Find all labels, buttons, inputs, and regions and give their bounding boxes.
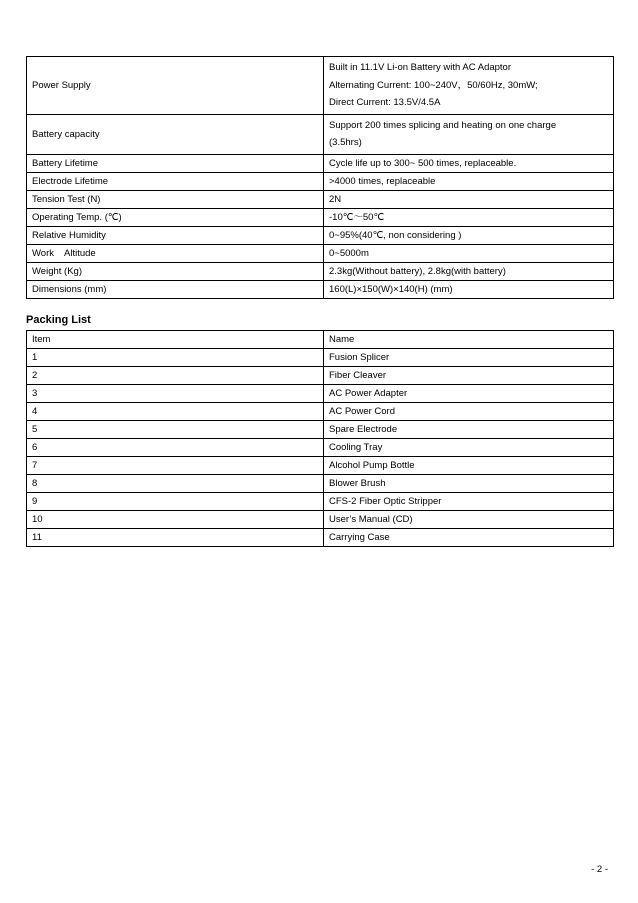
item-number: 5 <box>27 421 324 439</box>
table-row <box>27 154 614 172</box>
spec-label: Operating Temp. (℃) <box>27 208 324 226</box>
page-number: - 2 - <box>591 864 608 875</box>
table-row <box>27 244 614 262</box>
spec-value-line: Built in 11.1V Li-on Battery with AC Adaptor <box>329 62 512 73</box>
spec-value: Cycle life up to 300~ 500 times, replaceable. <box>324 154 614 172</box>
spec-value-line: Support 200 times splicing and heating on one charge <box>329 119 557 131</box>
table-row <box>27 262 614 280</box>
spec-value <box>324 57 614 115</box>
packing-list-title: Packing List <box>26 314 91 326</box>
spec-label: Battery capacity <box>27 114 324 154</box>
table-row <box>27 421 614 439</box>
spec-label: Weight (Kg) <box>27 262 324 280</box>
table-row <box>27 280 614 298</box>
spec-value: -10℃～50℃ <box>324 208 614 226</box>
item-number: 7 <box>27 457 324 475</box>
table-row <box>27 475 614 493</box>
spec-value: 0~95%(40℃, non considering ) <box>324 226 614 244</box>
item-name: User’s Manual (CD) <box>324 511 614 529</box>
specifications-table <box>26 56 614 299</box>
item-number: 6 <box>27 439 324 457</box>
spec-value-line: Alternating Current: 100~240V，50/60Hz, 30mW; <box>329 79 538 91</box>
item-name: Cooling Tray <box>324 439 614 457</box>
item-number: 11 <box>27 529 324 547</box>
packing-list-table <box>26 330 614 547</box>
item-number: 2 <box>27 367 324 385</box>
item-name: Fusion Splicer <box>324 349 614 367</box>
spec-label: Power Supply <box>27 57 324 115</box>
spec-label: Battery Lifetime <box>27 154 324 172</box>
table-row <box>27 208 614 226</box>
table-row <box>27 226 614 244</box>
column-header-item: Item <box>27 331 324 349</box>
item-number: 10 <box>27 511 324 529</box>
item-name: Alcohol Pump Bottle <box>324 457 614 475</box>
spec-label: Work Altitude <box>27 244 324 262</box>
table-row <box>27 493 614 511</box>
spec-label: Electrode Lifetime <box>27 172 324 190</box>
item-name: Spare Electrode <box>324 421 614 439</box>
column-header-name: Name <box>324 331 614 349</box>
item-number: 8 <box>27 475 324 493</box>
spec-value: 160(L)×150(W)×140(H) (mm) <box>324 280 614 298</box>
spec-value: >4000 times, replaceable <box>324 172 614 190</box>
spec-value: 2N <box>324 190 614 208</box>
spec-value: 0~5000m <box>324 244 614 262</box>
table-row <box>27 190 614 208</box>
spec-value-line: (3.5hrs) <box>329 137 362 148</box>
table-row <box>27 57 614 115</box>
item-name: Carrying Case <box>324 529 614 547</box>
spec-label: Tension Test (N) <box>27 190 324 208</box>
table-row <box>27 457 614 475</box>
spec-label: Relative Humidity <box>27 226 324 244</box>
item-number: 4 <box>27 403 324 421</box>
item-number: 1 <box>27 349 324 367</box>
table-row <box>27 114 614 154</box>
item-name: Blower Brush <box>324 475 614 493</box>
table-row <box>27 385 614 403</box>
spec-value <box>324 114 614 154</box>
table-row <box>27 403 614 421</box>
item-name: AC Power Cord <box>324 403 614 421</box>
item-number: 9 <box>27 493 324 511</box>
table-row <box>27 529 614 547</box>
table-row <box>27 367 614 385</box>
table-row <box>27 511 614 529</box>
item-number: 3 <box>27 385 324 403</box>
table-header-row <box>27 331 614 349</box>
item-name: CFS-2 Fiber Optic Stripper <box>324 493 614 511</box>
table-row <box>27 349 614 367</box>
spec-label: Dimensions (mm) <box>27 280 324 298</box>
table-row <box>27 439 614 457</box>
spec-value: 2.3kg(Without battery), 2.8kg(with battery) <box>324 262 614 280</box>
item-name: AC Power Adapter <box>324 385 614 403</box>
table-row <box>27 172 614 190</box>
spec-value-line: Direct Current: 13.5V/4.5A <box>329 97 441 108</box>
item-name: Fiber Cleaver <box>324 367 614 385</box>
